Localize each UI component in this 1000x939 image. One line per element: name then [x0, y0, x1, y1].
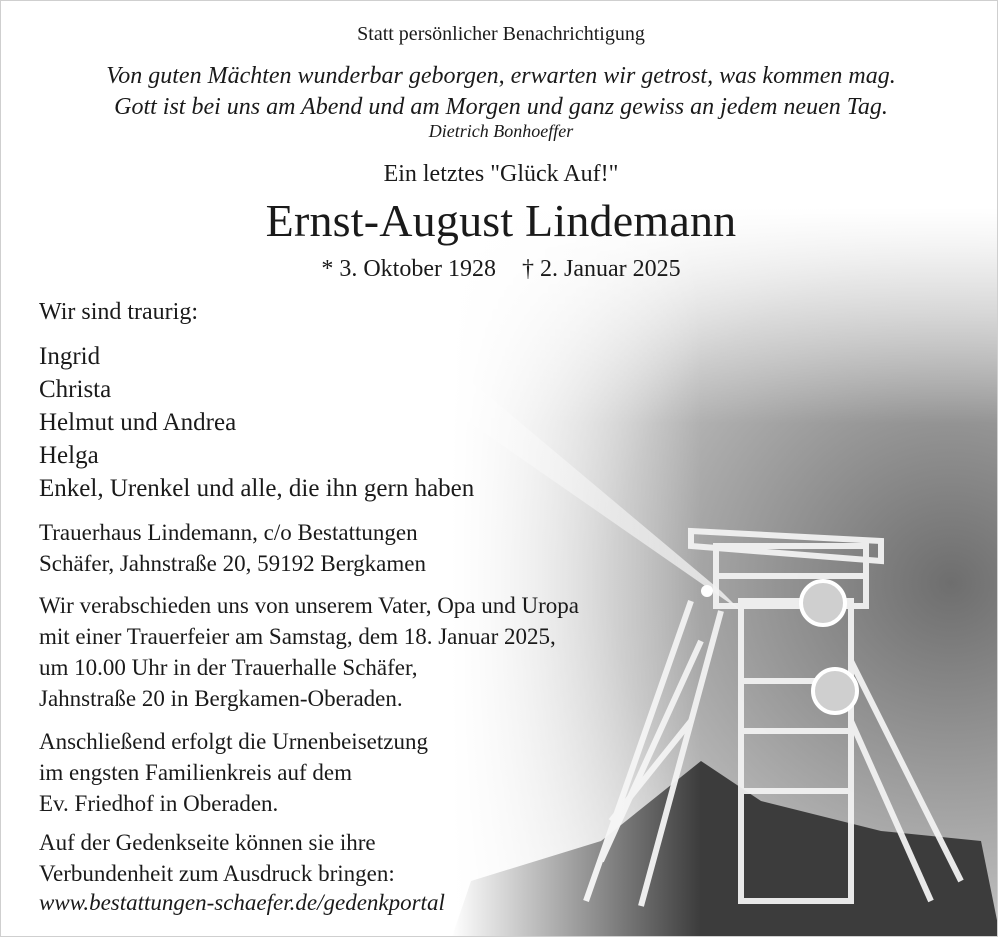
intro-text: Statt persönlicher Benachrichtigung	[357, 23, 645, 45]
birth-date: * 3. Oktober 1928	[321, 256, 496, 282]
bonhoeffer-quote	[1, 61, 998, 123]
mourners-intro: Wir sind traurig:	[39, 299, 198, 325]
urn-line: Ev. Friedhof in Oberaden.	[39, 791, 279, 816]
quote-line: Gott ist bei uns am Abend und am Morgen und ganz gewiss an jedem neuen Tag.	[114, 94, 888, 120]
ceremony-line: um 10.00 Uhr in der Trauerhalle Schäfer,	[39, 655, 418, 680]
memorial-line: Auf der Gedenkseite können sie ihre	[39, 830, 376, 855]
urn-line: Anschließend erfolgt die Urnenbeisetzung	[39, 729, 428, 754]
ceremony-info	[39, 590, 579, 714]
urn-burial-info	[39, 726, 428, 819]
ceremony-line: Wir verabschieden uns von unserem Vater, Opa und Uropa	[39, 593, 579, 618]
mourner: Enkel, Urenkel und alle, die ihn gern haben	[39, 475, 475, 502]
mourner: Ingrid	[39, 343, 101, 370]
ceremony-line: Jahnstraße 20 in Bergkamen-Oberaden.	[39, 686, 403, 711]
memorial-page-info	[39, 827, 395, 889]
motto: Ein letztes "Glück Auf!"	[383, 161, 619, 187]
life-dates	[1, 256, 998, 283]
address-line: Trauerhaus Lindemann, c/o Bestattungen	[39, 520, 418, 545]
deceased-name: Ernst-August Lindemann	[265, 195, 737, 246]
quote-author: Dietrich Bonhoeffer	[428, 121, 574, 141]
memorial-line: Verbundenheit zum Ausdruck bringen:	[39, 861, 395, 886]
death-date: † 2. Januar 2025	[522, 256, 681, 282]
mourner: Helmut und Andrea	[39, 409, 237, 436]
mourner: Helga	[39, 442, 99, 469]
quote-line: Von guten Mächten wunderbar geborgen, erwarten wir getrost, was kommen mag.	[106, 63, 896, 89]
mourner: Christa	[39, 376, 112, 403]
address-line: Schäfer, Jahnstraße 20, 59192 Bergkamen	[39, 551, 426, 576]
mourners-list	[39, 340, 474, 505]
mourning-address	[39, 517, 426, 579]
urn-line: im engsten Familienkreis auf dem	[39, 760, 352, 785]
ceremony-line: mit einer Trauerfeier am Samstag, dem 18. Januar 2025,	[39, 624, 556, 649]
memorial-portal-link[interactable]: www.bestattungen-schaefer.de/gedenkportal	[39, 890, 445, 915]
